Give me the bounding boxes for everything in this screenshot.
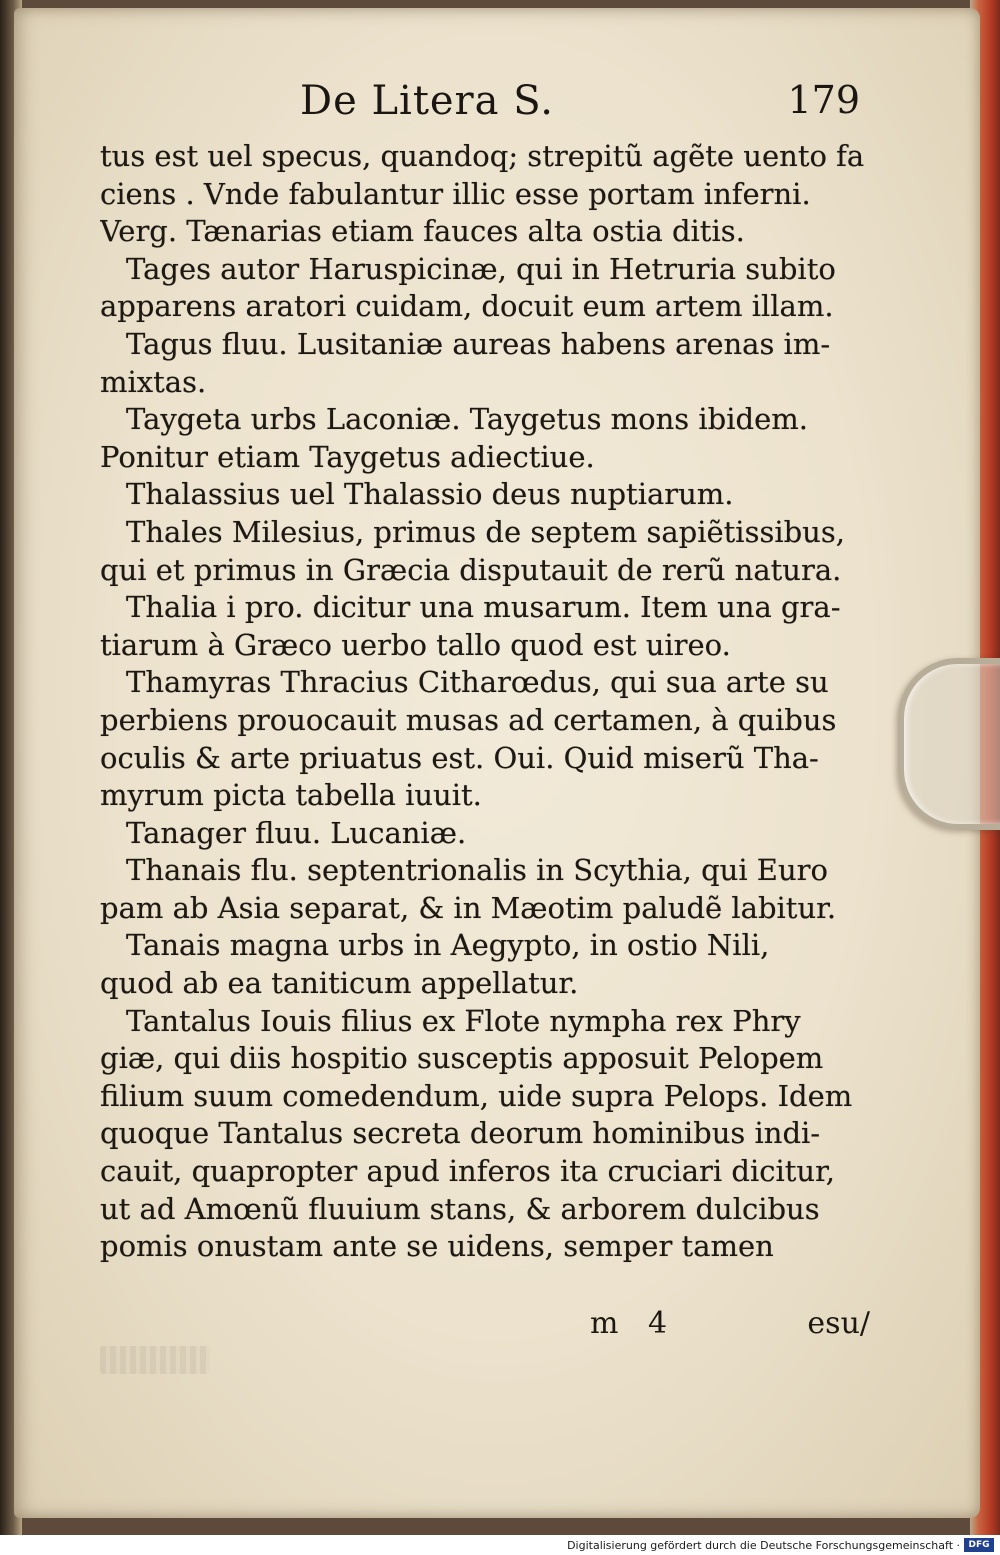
text-line: Tantalus Iouis filius ex Flote nympha rex Phry bbox=[126, 1003, 801, 1038]
text-line: Thalassius uel Thalassio deus nuptiarum. bbox=[126, 477, 734, 512]
text-line: Tages autor Haruspicinæ, qui in Hetruria subito bbox=[126, 251, 836, 286]
text-line: qui et primus in Græcia disputauit de rerũ natura. bbox=[100, 552, 842, 587]
text-line: Taygeta urbs Laconiæ. Taygetus mons ibidem. bbox=[126, 402, 808, 437]
text-line: tus est uel specus, quandoq; strepitũ agẽte uento fa bbox=[100, 139, 865, 173]
text-line: filium suum comedendum, uide supra Pelops. Idem bbox=[100, 1078, 853, 1113]
text-line: cauit, quapropter apud inferos ita cruciari dicitur, bbox=[100, 1154, 835, 1189]
text-line: Verg. Tænarias etiam fauces alta ostia ditis. bbox=[100, 214, 745, 249]
text-line: pam ab Asia separat, & in Mæotim paludẽ labitur. bbox=[100, 890, 837, 925]
credit-bar bbox=[0, 1535, 1000, 1555]
text-line: apparens aratori cuidam, docuit eum artem illam. bbox=[100, 289, 834, 324]
page-number: 179 bbox=[787, 78, 860, 122]
text-line: Thalia i pro. dicitur una musarum. Item una gra- bbox=[126, 590, 841, 625]
text-line: ciens . Vnde fabulantur illic esse portam inferni. bbox=[100, 176, 811, 211]
text-line: ut ad Amœnũ fluuium stans, & arborem dulcibus bbox=[100, 1191, 820, 1226]
text-line: Ponitur etiam Taygetus adiectiue. bbox=[100, 439, 595, 474]
text-line: Thales Milesius, primus de septem sapiẽtissibus, bbox=[126, 514, 845, 549]
text-line: Thanais flu. septentrionalis in Scythia, qui Euro bbox=[126, 853, 828, 888]
text-line: myrum picta tabella iuuit. bbox=[100, 778, 482, 813]
text-line: quod ab ea taniticum appellatur. bbox=[100, 966, 579, 1001]
text-line: perbiens prouocauit musas ad certamen, à quibus bbox=[100, 702, 837, 737]
text-line: mixtas. bbox=[100, 364, 207, 399]
text-line: Tanager fluu. Lucaniæ. bbox=[126, 815, 467, 850]
running-title: De Litera S. bbox=[300, 78, 554, 124]
funding-credit: Digitalisierung gefördert durch die Deutsche Forschungsgemeinschaft · bbox=[567, 1539, 960, 1552]
text-line: pomis onustam ante se uidens, semper tamen bbox=[100, 1229, 774, 1264]
text-line: Tagus fluu. Lusitaniæ aureas habens arenas im- bbox=[126, 326, 831, 361]
text-line: giæ, qui diis hospitio susceptis apposuit Pelopem bbox=[100, 1041, 824, 1076]
page-footer bbox=[100, 1306, 870, 1346]
running-head bbox=[100, 78, 870, 138]
catchword: esu/ bbox=[807, 1306, 870, 1341]
faded-library-stamp bbox=[100, 1346, 210, 1374]
page-clip bbox=[898, 658, 1000, 830]
dfg-logo: DFG bbox=[964, 1538, 994, 1552]
text-line: quoque Tantalus secreta deorum hominibus indi- bbox=[100, 1116, 821, 1151]
text-line: tiarum à Græco uerbo tallo quod est uireo. bbox=[100, 627, 731, 662]
text-line: oculis & arte priuatus est. Oui. Quid miserũ Tha- bbox=[100, 740, 819, 775]
body-text bbox=[100, 138, 870, 1266]
signature-mark: m 4 bbox=[590, 1306, 678, 1341]
text-line: Thamyras Thracius Citharœdus, qui sua arte su bbox=[126, 665, 829, 700]
text-line: Tanais magna urbs in Aegypto, in ostio Nili, bbox=[126, 928, 770, 963]
